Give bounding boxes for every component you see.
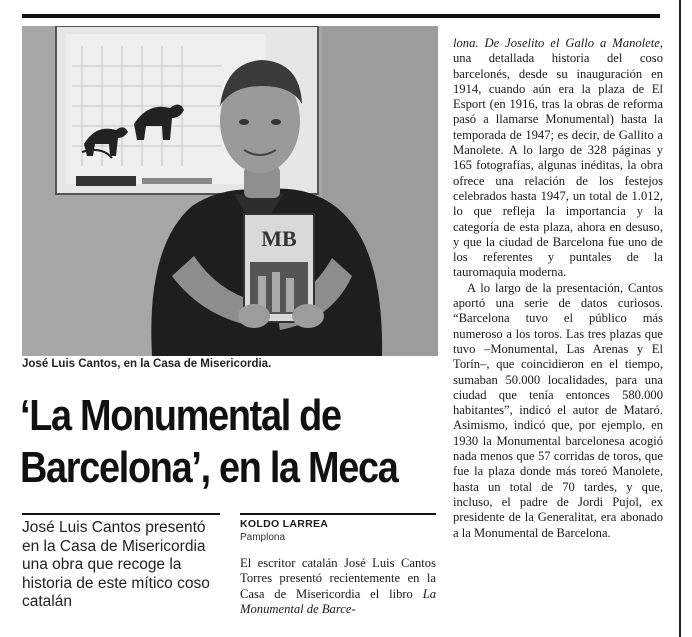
dateline-location: Pamplona	[240, 532, 286, 543]
headline	[20, 390, 398, 494]
page-edge-rule	[679, 0, 681, 637]
body-column-2	[453, 36, 663, 541]
byline	[240, 513, 436, 543]
author-name: KOLDO LARREA	[240, 518, 329, 530]
book-cover-title: MB	[261, 226, 297, 251]
body-col2-p1-text: , una detallada historia del coso barcelonés, desde su inauguración en 1914, cuando aún era la plaza de El Esport (en 1916, tras la obras de reforma pasó a llamarse Monumental) hasta la temporada de 1947; es decir, de Gallito a Manolete. A lo largo de 328 páginas y 165 fotografías, algunas inéditas, la obra ofrece una relación de los festejos celebrados hasta 1947, un total de 1.012, lo que refleja la importancia y la categoría de esta plaza, ahora en desuso, y que la ciudad de Barcelona fue uno de los referentes y puntales de la tauromaquia moderna.	[453, 36, 663, 280]
book-title-part2: lona. De Joselito el Gallo a Manolete	[453, 36, 660, 50]
photo-jose-luis-cantos	[22, 26, 438, 356]
body-paragraph-2: A lo largo de la presentación, Cantos aportó una serie de datos curiosos. “Barcelona tuvo el público más numeroso a los toros. Las tres plazas que tuvo –Monumental, Las Arenas y El Torín–, que coincidieron en el tiempo, sumaban 50.000 localidades, para una ciudad que tenía entonces 580.000 habitantes”, indicó el autor de Mataró. Asimismo, indicó que, por ejemplo, en 1930 la Monumental barcelonesa acogió nada menos que 57 corridas de toros, que fue la plaza donde más toreó Manolete, hasta un total de 70 tardes, y que, incluso, el padre de Jordi Pujol, ex presidente de la Generalitat, era abonado a la Monumental de Barcelona.	[453, 280, 663, 540]
dek-summary: José Luis Cantos presentó en la Casa de Misericordia una obra que recoge la historia de este mítico coso catalán	[22, 513, 220, 612]
book-title-part1: La Monumental de Barce-	[240, 586, 436, 616]
photo-caption: José Luis Cantos, en la Casa de Misericordia.	[22, 358, 272, 370]
body-col1-text: El escritor catalán José Luis Cantos Torres presentó recientemente en la Casa de Misericordia el libro	[240, 556, 436, 601]
body-paragraph-1	[453, 36, 663, 281]
body-column-1	[240, 556, 436, 617]
photo-illustration	[22, 26, 438, 356]
top-rule	[22, 14, 660, 18]
headline-line-1: ‘La Monumental de	[20, 391, 341, 440]
headline-line-2: Barcelona’, en la Meca	[20, 443, 398, 492]
